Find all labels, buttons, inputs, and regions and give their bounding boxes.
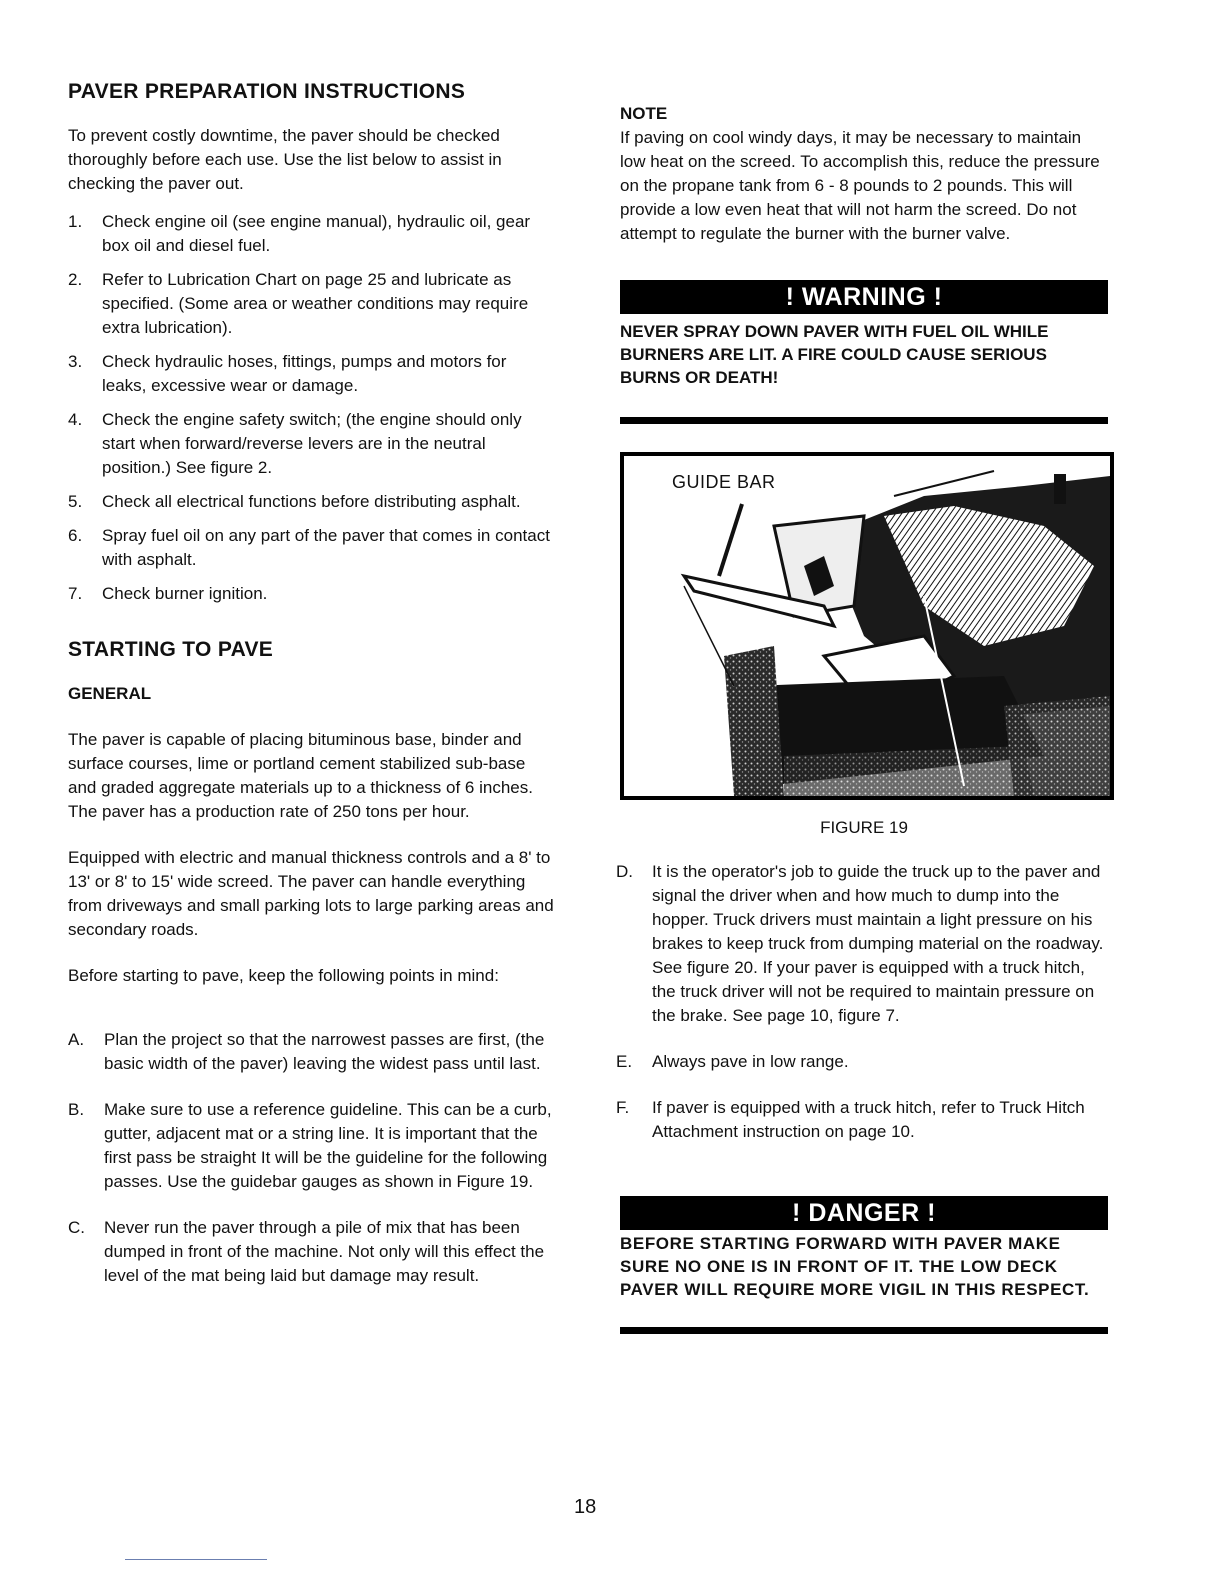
danger-text: BEFORE STARTING FORWARD WITH PAVER MAKE SURE NO ONE IS IN FRONT OF IT. THE LOW DECK PAVER WILL REQUIRE MORE VIGIL IN THIS RESPECT. [620, 1234, 1090, 1299]
paving-point-item [616, 1096, 1108, 1144]
paving-point-text: Never run the paver through a pile of mix that has been dumped in front of the machine. Not only will this effect the level of the mat being laid but damage may result. [104, 1218, 545, 1285]
checklist-item [68, 524, 554, 572]
figure-label-guide-bar: GUIDE BAR [672, 472, 776, 492]
checklist-marker: 4. [68, 410, 83, 429]
paving-point-text: It is the operator's job to guide the truck up to the paver and signal the driver when and how much to dump into the hopper. Truck drivers must maintain a light pressure on his brakes to keep truck from dumping material on the roadway. See figure 20. If your paver is equipped with a truck hitch, the truck driver will not be required to maintain pressure on the brake. See page 10, figure 7. [652, 862, 1104, 1025]
paving-point-marker: F. [616, 1098, 630, 1117]
checklist-item [68, 268, 554, 340]
subheading-general: GENERAL [68, 684, 152, 703]
intro-paragraph: To prevent costly downtime, the paver should be checked thoroughly before each use. Use the list below to assist in checking the paver out. [68, 126, 502, 193]
paving-point-item [68, 1098, 554, 1194]
paving-point-text: Plan the project so that the narrowest passes are first, (the basic width of the paver) leaving the widest pass until last. [104, 1030, 545, 1073]
right-column [616, 104, 1108, 1334]
paving-point-marker: C. [68, 1218, 85, 1237]
left-column [68, 80, 554, 1310]
warning-box [620, 280, 1108, 389]
paving-point-item [68, 1028, 554, 1076]
danger-rule [620, 1327, 1108, 1334]
checklist-text: Refer to Lubrication Chart on page 25 and lubricate as specified. (Some area or weather conditions may require extra lubrication). [102, 270, 529, 337]
checklist-marker: 3. [68, 352, 83, 371]
paving-point-marker: D. [616, 862, 633, 881]
checklist-marker: 2. [68, 270, 83, 289]
checklist-item [68, 350, 554, 398]
checklist-marker: 5. [68, 492, 83, 511]
danger-banner: ! DANGER ! [620, 1196, 1108, 1230]
paving-point-item [68, 1216, 554, 1288]
guide-bar-photo [620, 452, 1114, 800]
checklist-marker: 6. [68, 526, 83, 545]
checklist-text: Check engine oil (see engine manual), hydraulic oil, gear box oil and diesel fuel. [102, 212, 531, 255]
heading-starting-to-pave: STARTING TO PAVE [68, 638, 274, 661]
warning-rule [620, 417, 1108, 424]
danger-box [620, 1196, 1108, 1301]
page-number: 18 [574, 1496, 597, 1518]
paving-points-left [68, 1028, 554, 1288]
checklist-item [68, 582, 554, 606]
checklist-text: Check the engine safety switch; (the engine should only start when forward/reverse levers are in the neutral position.) See figure 2. [102, 410, 522, 477]
figure-caption: FIGURE 19 [820, 818, 908, 837]
general-paragraph-1: The paver is capable of placing bituminous base, binder and surface courses, lime or portland cement stabilized sub-base and graded aggregate materials up to a thickness of 6 inches. The paver has a production rate of 250 tons per hour. [68, 730, 533, 821]
checklist-text: Check hydraulic hoses, fittings, pumps and motors for leaks, excessive wear or damage. [102, 352, 507, 395]
paving-points-right [616, 860, 1108, 1144]
paving-point-text: Make sure to use a reference guideline. This can be a curb, gutter, adjacent mat or a string line. It is important that the first pass be straight It will be the guideline for the following passes. Use the guidebar gauges as shown in Figure 19. [104, 1100, 552, 1191]
checklist-item [68, 408, 554, 480]
general-paragraph-2: Equipped with electric and manual thickness controls and a 8' to 13' or 8' to 15' wide screed. The paver can handle everything from driveways and small parking lots to large parking areas and secondary roads. [68, 848, 554, 939]
paving-point-marker: A. [68, 1030, 85, 1049]
checklist-marker: 1. [68, 212, 83, 231]
general-paragraph-3: Before starting to pave, keep the following points in mind: [68, 966, 499, 985]
paving-point-item [616, 1050, 1108, 1074]
preparation-checklist [68, 210, 554, 606]
paving-point-marker: E. [616, 1052, 633, 1071]
note-text: If paving on cool windy days, it may be necessary to maintain low heat on the screed. To accomplish this, reduce the pressure on the propane tank from 6 - 8 pounds to 2 pounds. This will provide a low even heat that will not harm the screed. Do not attempt to regulate the burner with the burner valve. [620, 128, 1100, 243]
checklist-text: Check burner ignition. [102, 584, 268, 603]
note-title: NOTE [620, 104, 668, 123]
checklist-marker: 7. [68, 584, 83, 603]
checklist-item [68, 490, 554, 514]
paving-point-text: Always pave in low range. [652, 1052, 849, 1071]
heading-paver-preparation: PAVER PREPARATION INSTRUCTIONS [68, 80, 466, 103]
checklist-item [68, 210, 554, 258]
checklist-text: Check all electrical functions before distributing asphalt. [102, 492, 521, 511]
paver-photo-illustration [624, 456, 1110, 796]
paving-point-item [616, 860, 1108, 1028]
figure-19 [620, 452, 1108, 838]
paving-point-text: If paver is equipped with a truck hitch, refer to Truck Hitch Attachment instruction on page 10. [652, 1098, 1085, 1141]
checklist-text: Spray fuel oil on any part of the paver that comes in contact with asphalt. [102, 526, 550, 569]
warning-banner: ! WARNING ! [620, 280, 1108, 314]
warning-text: NEVER SPRAY DOWN PAVER WITH FUEL OIL WHILE BURNERS ARE LIT. A FIRE COULD CAUSE SERIOUS BURNS OR DEATH! [620, 322, 1049, 387]
paving-point-marker: B. [68, 1100, 85, 1119]
footer-line [125, 1559, 267, 1560]
